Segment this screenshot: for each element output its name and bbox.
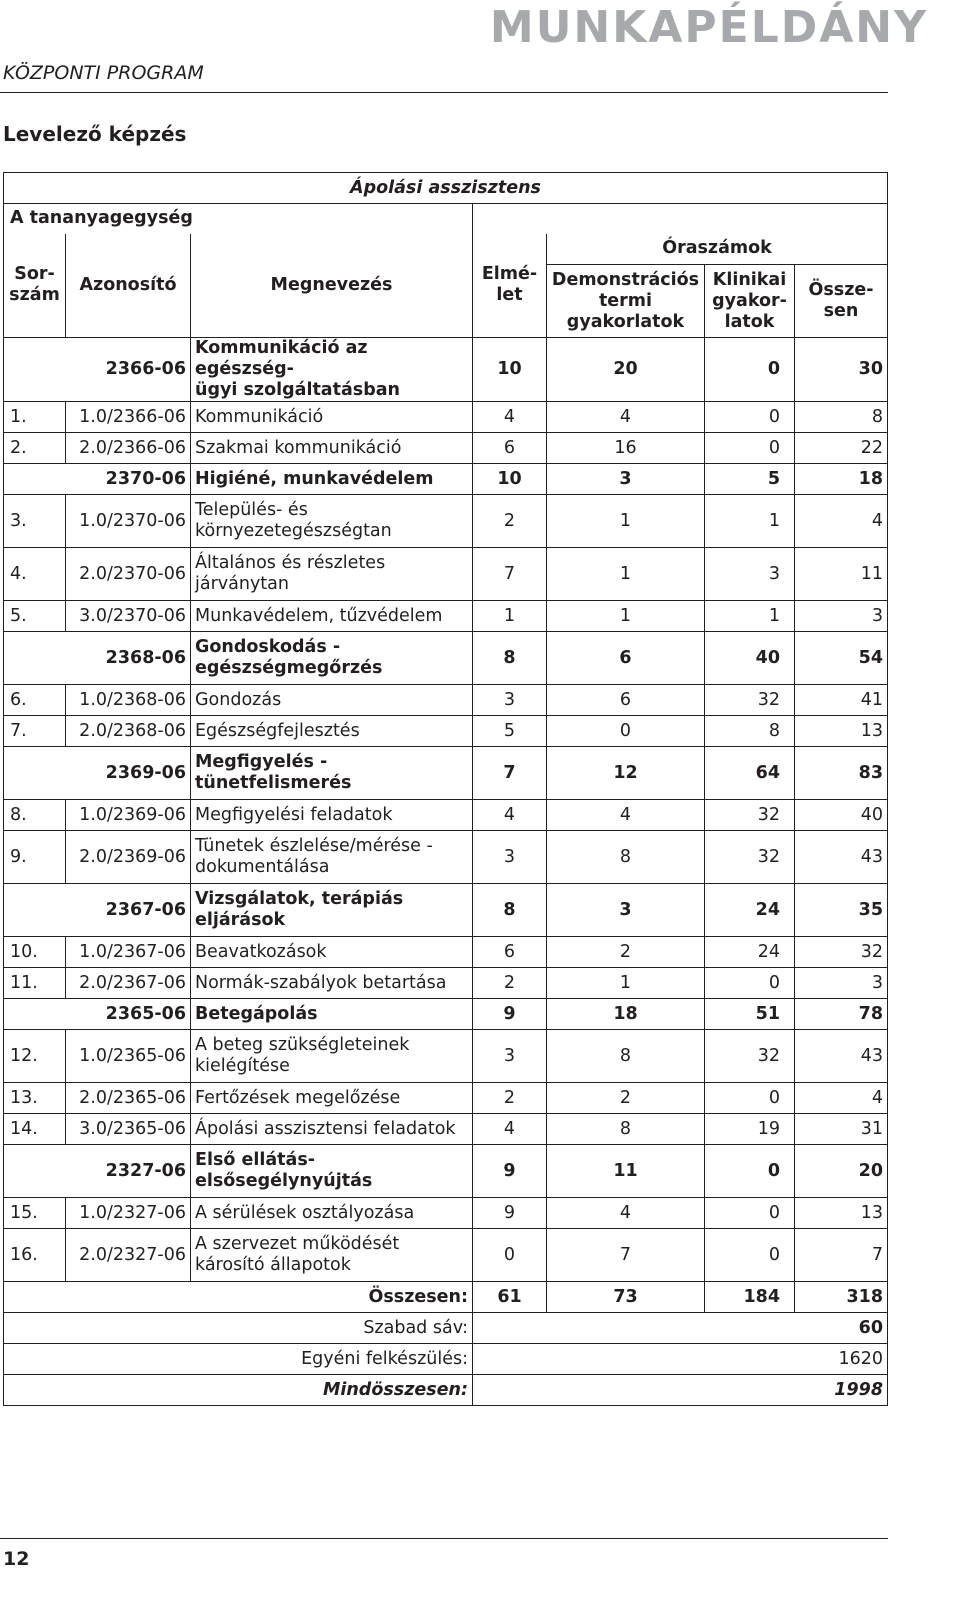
col-header-klinikai: Klinikai gyakor- latok [705,265,795,338]
module-osszesen: 83 [795,747,888,800]
topic-osszesen: 11 [795,548,888,601]
curriculum-table [3,172,888,1406]
module-elmelet: 9 [473,1145,547,1198]
topic-klinikai: 0 [705,433,795,464]
col-header-azonosito: Azonosító [66,234,191,338]
topic-name: Megfigyelési feladatok [191,800,473,831]
module-name: Kommunikáció az egészség- ügyi szolgáltatásban [191,338,473,402]
col-header-elmelet: Elmé- let [473,234,547,338]
module-osszesen: 78 [795,999,888,1030]
topic-sorszam: 7. [4,716,66,747]
program-title-row [4,173,888,204]
topic-sorszam: 10. [4,937,66,968]
section-title: Levelező képzés [3,122,187,146]
mindosszesen-value: 1998 [473,1375,888,1406]
szabad-sav-label: Szabad sáv: [4,1313,473,1344]
topic-sorszam: 13. [4,1083,66,1114]
col-header-demonstracios: Demonstrációs termi gyakorlatok [547,265,705,338]
module-demonstracios: 6 [547,632,705,685]
topic-klinikai: 32 [705,800,795,831]
topic-demonstracios: 8 [547,831,705,884]
topic-demonstracios: 7 [547,1229,705,1282]
topic-row [4,1229,888,1282]
topic-klinikai: 24 [705,937,795,968]
topic-klinikai: 32 [705,685,795,716]
topic-row [4,1114,888,1145]
totals-row [4,1282,888,1313]
topic-name: Egészségfejlesztés [191,716,473,747]
topic-row [4,548,888,601]
module-elmelet: 8 [473,632,547,685]
topic-id: 1.0/2369-06 [66,800,191,831]
topic-osszesen: 4 [795,1083,888,1114]
module-row [4,1145,888,1198]
topic-id: 3.0/2365-06 [66,1114,191,1145]
topic-row [4,402,888,433]
topic-id: 2.0/2369-06 [66,831,191,884]
module-demonstracios: 20 [547,338,705,402]
topic-elmelet: 3 [473,685,547,716]
module-id: 2369-06 [4,747,191,800]
topic-osszesen: 32 [795,937,888,968]
topic-elmelet: 3 [473,831,547,884]
topic-sorszam: 14. [4,1114,66,1145]
oraszamok-row [4,234,888,265]
topic-klinikai: 0 [705,1083,795,1114]
module-id: 2366-06 [4,338,191,402]
module-klinikai: 0 [705,338,795,402]
topic-demonstracios: 1 [547,968,705,999]
topic-osszesen: 8 [795,402,888,433]
topic-osszesen: 41 [795,685,888,716]
topic-name: Általános és részletes járványtan [191,548,473,601]
module-osszesen: 18 [795,464,888,495]
topic-id: 2.0/2365-06 [66,1083,191,1114]
topic-id: 2.0/2327-06 [66,1229,191,1282]
module-row [4,884,888,937]
totals-label: Összesen: [4,1282,473,1313]
topic-elmelet: 7 [473,548,547,601]
topic-demonstracios: 1 [547,548,705,601]
col-header-osszesen: Össze- sen [795,265,888,338]
module-klinikai: 51 [705,999,795,1030]
topic-name: A sérülések osztályozása [191,1198,473,1229]
topic-elmelet: 6 [473,937,547,968]
page-header-title: KÖZPONTI PROGRAM [3,62,204,84]
module-klinikai: 64 [705,747,795,800]
program-title: Ápolási asszisztens [4,173,888,204]
module-demonstracios: 3 [547,884,705,937]
module-klinikai: 0 [705,1145,795,1198]
szabad-sav-value: 60 [473,1313,888,1344]
topic-row [4,685,888,716]
topic-row [4,937,888,968]
egyeni-felkeszules-label: Egyéni felkészülés: [4,1344,473,1375]
topic-sorszam: 11. [4,968,66,999]
topic-demonstracios: 2 [547,1083,705,1114]
topic-id: 1.0/2367-06 [66,937,191,968]
topic-id: 3.0/2370-06 [66,601,191,632]
topic-row [4,1030,888,1083]
module-demonstracios: 3 [547,464,705,495]
topic-osszesen: 43 [795,1030,888,1083]
topic-elmelet: 2 [473,495,547,548]
topic-id: 1.0/2327-06 [66,1198,191,1229]
topic-sorszam: 9. [4,831,66,884]
module-demonstracios: 11 [547,1145,705,1198]
topic-row [4,1083,888,1114]
topic-name: Tünetek észlelése/mérése - dokumentálása [191,831,473,884]
topic-id: 2.0/2370-06 [66,548,191,601]
topic-name: Ápolási asszisztensi feladatok [191,1114,473,1145]
topic-demonstracios: 6 [547,685,705,716]
module-row [4,747,888,800]
topic-osszesen: 43 [795,831,888,884]
topic-row [4,495,888,548]
col-header-megnevezes: Megnevezés [191,234,473,338]
totals-osszesen: 318 [795,1282,888,1313]
topic-klinikai: 0 [705,968,795,999]
topic-row [4,968,888,999]
module-elmelet: 7 [473,747,547,800]
topic-id: 2.0/2368-06 [66,716,191,747]
topic-sorszam: 3. [4,495,66,548]
topic-klinikai: 32 [705,831,795,884]
module-klinikai: 24 [705,884,795,937]
topic-sorszam: 5. [4,601,66,632]
module-elmelet: 8 [473,884,547,937]
footer-divider [0,1538,888,1539]
module-osszesen: 35 [795,884,888,937]
topic-id: 1.0/2366-06 [66,402,191,433]
module-name: Első ellátás- elsősegélynyújtás [191,1145,473,1198]
egyeni-felkeszules-value: 1620 [473,1344,888,1375]
mindosszesen-label: Mindösszesen: [4,1375,473,1406]
topic-id: 1.0/2370-06 [66,495,191,548]
col-header-oraszamok: Óraszámok [547,234,888,265]
topic-id: 1.0/2365-06 [66,1030,191,1083]
topic-elmelet: 0 [473,1229,547,1282]
topic-name: A szervezet működését károsító állapotok [191,1229,473,1282]
watermark-stamp: MUNKAPÉLDÁNY [489,2,928,53]
topic-name: Fertőzések megelőzése [191,1083,473,1114]
module-elmelet: 9 [473,999,547,1030]
topic-sorszam: 8. [4,800,66,831]
topic-klinikai: 1 [705,495,795,548]
header-divider [0,92,888,93]
topic-elmelet: 4 [473,800,547,831]
topic-sorszam: 16. [4,1229,66,1282]
topic-demonstracios: 0 [547,716,705,747]
topic-name: Szakmai kommunikáció [191,433,473,464]
topic-row [4,716,888,747]
module-id: 2370-06 [4,464,191,495]
topic-osszesen: 4 [795,495,888,548]
topic-osszesen: 3 [795,968,888,999]
topic-osszesen: 31 [795,1114,888,1145]
module-name: Betegápolás [191,999,473,1030]
topic-name: Gondozás [191,685,473,716]
topic-elmelet: 3 [473,1030,547,1083]
topic-sorszam: 2. [4,433,66,464]
topic-demonstracios: 2 [547,937,705,968]
topic-osszesen: 13 [795,716,888,747]
topic-demonstracios: 4 [547,1198,705,1229]
module-klinikai: 5 [705,464,795,495]
topic-elmelet: 4 [473,402,547,433]
topic-id: 2.0/2366-06 [66,433,191,464]
topic-sorszam: 4. [4,548,66,601]
module-elmelet: 10 [473,464,547,495]
module-name: Megfigyelés - tünetfelismerés [191,747,473,800]
topic-demonstracios: 8 [547,1114,705,1145]
module-row [4,464,888,495]
module-id: 2365-06 [4,999,191,1030]
module-name: Vizsgálatok, terápiás eljárások [191,884,473,937]
module-demonstracios: 18 [547,999,705,1030]
module-osszesen: 20 [795,1145,888,1198]
topic-row [4,601,888,632]
topic-elmelet: 2 [473,968,547,999]
mindosszesen-label-row [4,1375,888,1406]
topic-elmelet: 5 [473,716,547,747]
curriculum-table-container [3,172,887,1406]
egyeni-felkeszules-label-row [4,1344,888,1375]
topic-id: 1.0/2368-06 [66,685,191,716]
topic-demonstracios: 4 [547,402,705,433]
topic-row [4,433,888,464]
topic-klinikai: 0 [705,1229,795,1282]
module-demonstracios: 12 [547,747,705,800]
topic-sorszam: 12. [4,1030,66,1083]
module-row [4,632,888,685]
col-header-sorszam: Sor- szám [4,234,66,338]
module-elmelet: 10 [473,338,547,402]
topic-osszesen: 40 [795,800,888,831]
module-row [4,338,888,402]
topic-elmelet: 2 [473,1083,547,1114]
topic-klinikai: 0 [705,402,795,433]
topic-row [4,1198,888,1229]
unit-header-spacer [473,204,888,234]
unit-header: A tananyagegység [4,204,473,234]
topic-demonstracios: 4 [547,800,705,831]
topic-name: Kommunikáció [191,402,473,433]
topic-klinikai: 19 [705,1114,795,1145]
topic-sorszam: 15. [4,1198,66,1229]
unit-header-row [4,204,888,234]
totals-elmelet: 61 [473,1282,547,1313]
topic-row [4,831,888,884]
topic-name: Munkavédelem, tűzvédelem [191,601,473,632]
module-name: Higiéné, munkavédelem [191,464,473,495]
topic-klinikai: 3 [705,548,795,601]
topic-name: Település- és környezetegészségtan [191,495,473,548]
topic-sorszam: 6. [4,685,66,716]
topic-klinikai: 32 [705,1030,795,1083]
module-osszesen: 54 [795,632,888,685]
topic-osszesen: 7 [795,1229,888,1282]
topic-osszesen: 3 [795,601,888,632]
topic-demonstracios: 16 [547,433,705,464]
topic-name: Normák-szabályok betartása [191,968,473,999]
topic-name: A beteg szükségleteinek kielégítése [191,1030,473,1083]
topic-elmelet: 4 [473,1114,547,1145]
topic-klinikai: 8 [705,716,795,747]
topic-id: 2.0/2367-06 [66,968,191,999]
topic-elmelet: 1 [473,601,547,632]
module-id: 2367-06 [4,884,191,937]
topic-osszesen: 22 [795,433,888,464]
module-id: 2327-06 [4,1145,191,1198]
topic-row [4,800,888,831]
topic-klinikai: 1 [705,601,795,632]
module-row [4,999,888,1030]
module-name: Gondoskodás - egészségmegőrzés [191,632,473,685]
topic-demonstracios: 1 [547,495,705,548]
topic-sorszam: 1. [4,402,66,433]
szabad-sav-label-row [4,1313,888,1344]
topic-name: Beavatkozások [191,937,473,968]
topic-klinikai: 0 [705,1198,795,1229]
page-number: 12 [3,1548,30,1570]
topic-demonstracios: 8 [547,1030,705,1083]
topic-elmelet: 6 [473,433,547,464]
module-klinikai: 40 [705,632,795,685]
topic-osszesen: 13 [795,1198,888,1229]
module-osszesen: 30 [795,338,888,402]
totals-klinikai: 184 [705,1282,795,1313]
module-id: 2368-06 [4,632,191,685]
topic-elmelet: 9 [473,1198,547,1229]
totals-demonstracios: 73 [547,1282,705,1313]
topic-demonstracios: 1 [547,601,705,632]
